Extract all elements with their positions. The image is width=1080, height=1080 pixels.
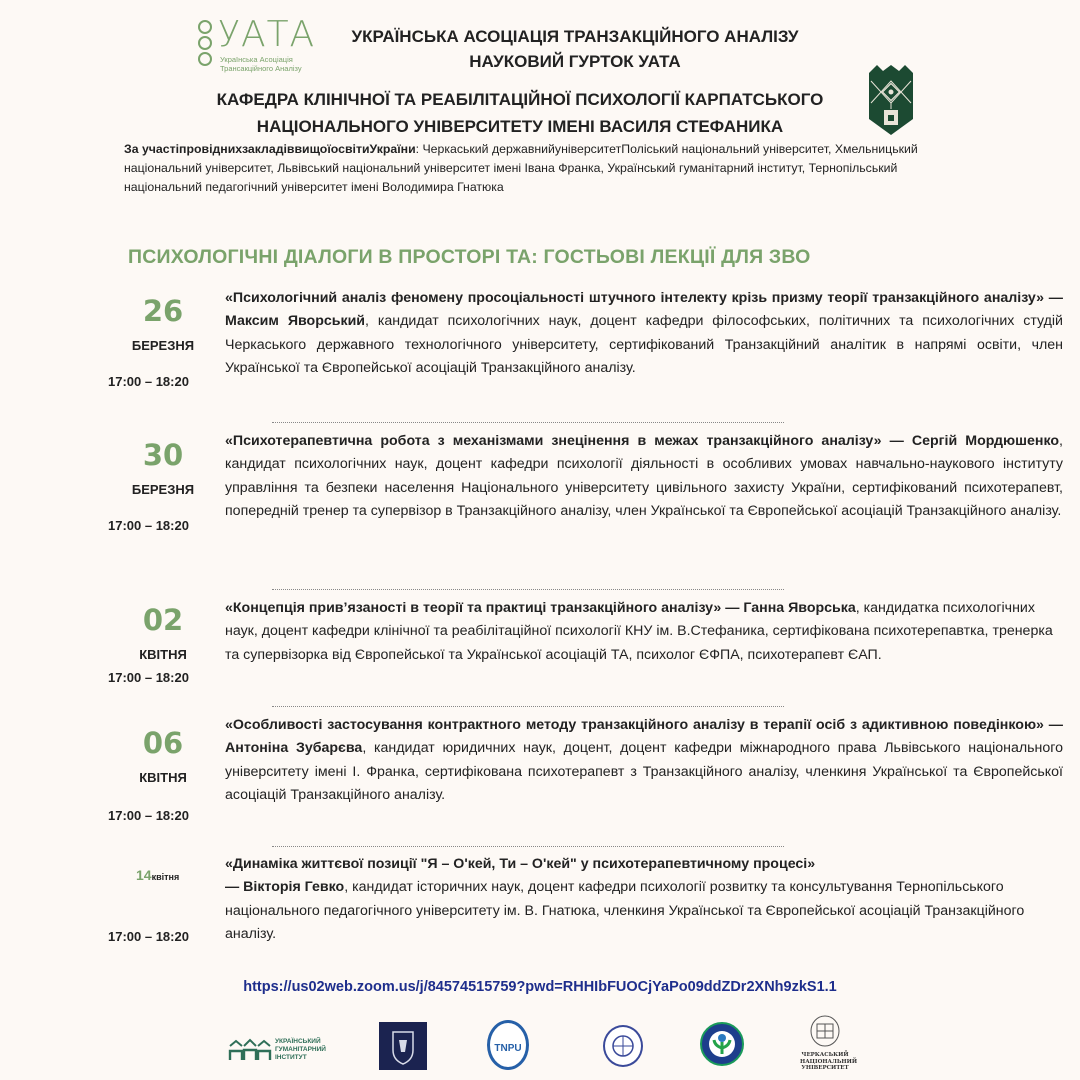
event-date-small [136,867,179,883]
event-month: БЕРЕЗНЯ [131,338,195,353]
lviv-university-logo [379,1022,427,1070]
partner-logos [0,1015,1080,1075]
event-month: БЕРЕЗНЯ [131,482,195,497]
org-name: УКРАЇНСЬКА АСОЦІАЦІЯ ТРАНЗАКЦІЙНОГО АНАЛІЗУ [351,27,799,46]
event-title: «Психологічний аналіз феномену просоціальності штучного інтелекту крізь призму теорії транзакційного аналізу» — [225,290,1063,306]
page-title: ПСИХОЛОГІЧНІ ДІАЛОГИ В ПРОСТОРІ ТА: ГОСТЬОВІ ЛЕКЦІЇ ДЛЯ ЗВО [128,246,811,268]
chnu-line1: ЧЕРКАСЬКИЙ [801,1052,849,1058]
org-circle: НАУКОВИЙ ГУРТОК УАТА [469,52,681,71]
event-time: 17:00 – 18:20 [108,670,189,685]
event-description [225,430,1063,523]
cherkasy-logo-text [800,1052,858,1072]
ugi-logo [228,1035,336,1065]
uata-logo [198,14,318,74]
university-shield-icon [869,65,913,135]
ugi-line3: ІНСТИТУТ [275,1054,307,1061]
event-title: «Концепція прив’язаності в теорії та практиці транзакційного аналізу» — [225,600,740,616]
event-day: 30 [142,438,184,472]
event-bio: , кандидатка психологічних наук, доцент кафедри клінічної та реабілітаційної психології КНУ ім. В.Стефаника, сертифікована психотерепавтка, тренерка та супервізорка від Європейської та Української асоціацій ТА, психолог ЄФПА, психотерапевт ЄАП. [225,600,1053,663]
department-line1: КАФЕДРА КЛІНІЧНОЇ ТА РЕАБІЛІТАЦІЙНОЇ ПСИХОЛОГІЇ КАРПАТСЬКОГО [216,90,824,109]
event-day: 02 [142,603,184,637]
event-month: КВІТНЯ [139,647,187,662]
department-header [170,86,870,140]
event-bio-cont: безпеки населення Національного університету цивільного захисту України, [325,479,846,496]
event-month: квітня [151,872,180,882]
event-description [225,853,1063,946]
divider [272,706,784,707]
event-title: «Особливості застосування контрактного методу транзакційного аналізу в терапії осіб з адиктивною поведінкою» — [225,717,1063,733]
event-day: 26 [142,294,184,328]
org-header [325,24,825,74]
event-bio: , кандидат історичних наук, доцент кафедри психології розвитку та консультування Тернопільського національного педагогічного університету ім. В. Гнатюка, членкиня Української та Європейської асоціацій Транзакційного аналізу. [225,879,1025,942]
event-title: «Динаміка життєвої позиції "Я – О'кей, Ти – О'кей" у психотерапевтичному процесі» [225,856,816,872]
event-time: 17:00 – 18:20 [108,518,189,533]
event-day: 06 [142,726,184,760]
chnu-line2: НАЦІОНАЛЬНИЙ [800,1058,858,1065]
department-line2: НАЦІОНАЛЬНОГО УНІВЕРСИТЕТУ ІМЕНІ ВАСИЛЯ СТЕФАНИКА [256,117,784,136]
lviv-crest-icon [379,1022,427,1070]
event-month: КВІТНЯ [139,770,187,785]
event-description [225,597,1063,667]
divider [272,846,784,847]
event-day: 14 [136,867,152,883]
divider [272,589,784,590]
event-title: «Психотерапевтична робота з механізмами знецінення в межах транзакційного аналізу» — [225,433,904,449]
event-bio-end: сертифікований психотерапевт, попередній тренер та супервізор в Транзакційного аналізу, член Української та Європейської асоціацій Транзакційного аналізу. [225,479,1063,519]
khmelnytskyi-university-logo [603,1025,643,1067]
ugi-logo-text [275,1038,326,1062]
divider [272,422,784,423]
event-description [225,714,1063,807]
uata-logo-word: УАТА [218,14,316,55]
uata-logo-subtitle [220,55,302,73]
event-bio: , кандидат юридичних наук, доцент, доцент кафедри міжнародного права Львівського національного університету імені І. Франка, сертифікована психотерапевт з Транзакційного аналізу, членкиня Української та Європейської асоціацій Транзакційного аналізу. [225,740,1064,803]
event-dash: — [225,879,240,896]
polissia-university-logo [700,1022,744,1066]
zoom-link[interactable]: https://us02web.zoom.us/j/84574515759?pwd=RHHIbFUOCjYaPo09ddZDr2XNh9zkS1.1 [243,979,837,995]
event-speaker: Вікторія Гевко [243,879,345,896]
event-time: 17:00 – 18:20 [108,808,189,823]
partners-list: : Черкаський державнийуніверситетПоліський національний університет, Хмельницький національний університет, Львівський національний університет імені Івана Франка, Український гуманітарний інститут, Тернопільський національний педагогічний університет імені Володимира Гнатюка [124,142,918,194]
tnpu-logo-text: TNPU [494,1043,522,1054]
partners-lead: За участіпровіднихзакладіввищоїосвітиУкраїни [124,142,416,156]
uata-logo-circles-icon [198,20,214,68]
uata-logo-sub1: Українська Асоціація [220,55,293,64]
tnpu-logo [487,1020,529,1070]
event-time: 17:00 – 18:20 [108,929,189,944]
sprout-icon [702,1024,742,1064]
globe-icon [605,1027,641,1065]
uata-logo-sub2: Трансакційного Аналізу [220,64,302,73]
event-speaker: Максим Яворський [225,313,366,330]
event-speaker: Ганна Яворська [743,600,856,616]
event-speaker: Антоніна Зубарєва [225,740,363,757]
chnu-line3: УНІВЕРСИТЕТ [801,1065,849,1071]
event-description [225,287,1063,380]
cherkasy-university-logo [800,1015,858,1075]
event-time: 17:00 – 18:20 [108,374,189,389]
ugi-building-icon [228,1038,272,1062]
event-bio: , кандидат психологічних наук, доцент кафедри філософських, політичних та психологічних студій Черкаського державного технологічного університету, сертифікований Транзакційний аналітик в напрямі освіти, член Української та Європейської асоціацій Транзакційного аналізу. [225,313,1063,376]
ugi-line2: ГУМАНІТАРНИЙ [275,1046,326,1053]
cherkasy-building-icon [800,1015,850,1047]
partners-text [124,140,964,197]
ugi-line1: УКРАЇНСЬКИЙ [275,1038,321,1045]
event-speaker: Сергій Мордюшенко [911,433,1060,449]
event-bio: , кандидат психологічних наук, доцент кафедри психології діяльності в особливих умовах навчально-наукового інституту управління та [225,433,1063,496]
